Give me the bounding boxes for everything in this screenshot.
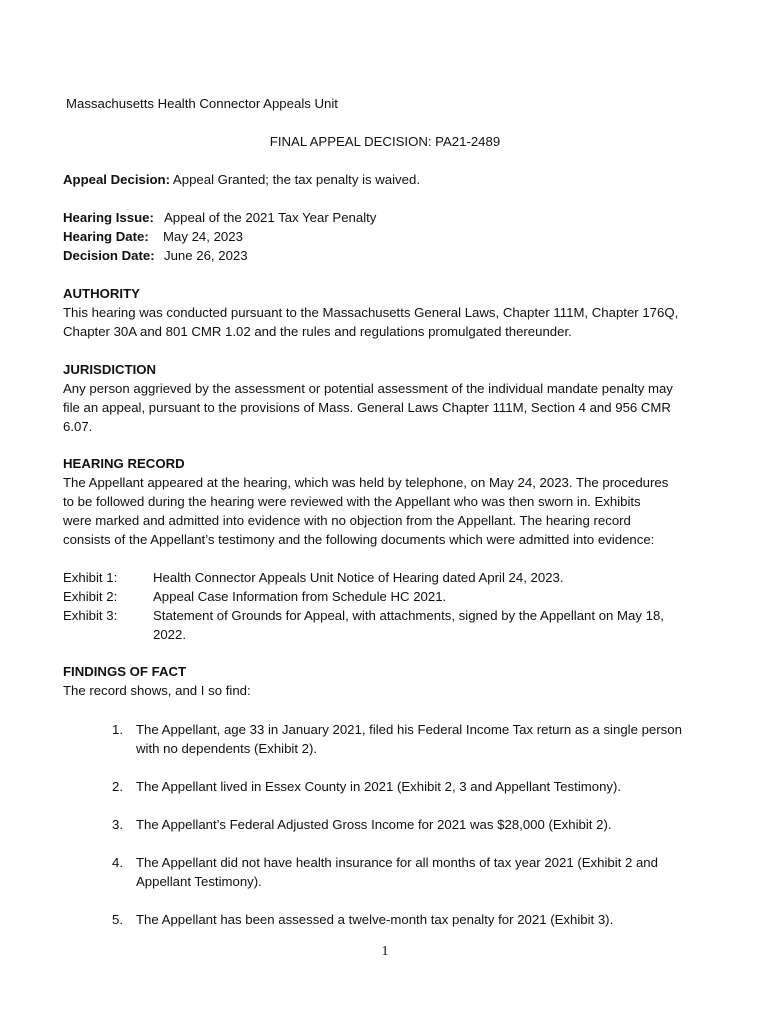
exhibit-label: Exhibit 1: bbox=[63, 570, 118, 585]
list-item-text: The Appellant, age 33 in January 2021, filed his Federal Income Tax return as a single person bbox=[136, 722, 682, 737]
list-item bbox=[112, 777, 712, 796]
authority-section bbox=[63, 284, 713, 341]
organization-name: Massachusetts Health Connector Appeals Unit bbox=[66, 96, 338, 111]
decision-date-label: Decision Date: bbox=[63, 248, 155, 263]
hearing-record-heading: HEARING RECORD bbox=[63, 456, 185, 471]
jurisdiction-line: 6.07. bbox=[63, 419, 93, 434]
list-item-number: 4. bbox=[112, 855, 123, 870]
decision-date-value: June 26, 2023 bbox=[164, 248, 248, 263]
decision-date-row bbox=[63, 246, 713, 265]
list-item bbox=[112, 853, 712, 891]
jurisdiction-heading: JURISDICTION bbox=[63, 362, 157, 377]
authority-heading: AUTHORITY bbox=[63, 286, 140, 301]
list-item-text: The Appellant has been assessed a twelve-month tax penalty for 2021 (Exhibit 3). bbox=[136, 912, 614, 927]
exhibit-item bbox=[63, 587, 713, 606]
hearing-record-line: The Appellant appeared at the hearing, which was held by telephone, on May 24, 2023. The procedures bbox=[63, 475, 669, 490]
hearing-record-section bbox=[63, 454, 713, 549]
list-item bbox=[112, 815, 712, 834]
hearing-record-line: were marked and admitted into evidence with no objection from the Appellant. The hearing record bbox=[63, 513, 631, 528]
list-item-text: The Appellant did not have health insurance for all months of tax year 2021 (Exhibit 2 and bbox=[136, 855, 658, 870]
authority-line: Chapter 30A and 801 CMR 1.02 and the rules and regulations promulgated thereunder. bbox=[63, 324, 572, 339]
list-item bbox=[112, 720, 712, 758]
list-item-text: Appellant Testimony). bbox=[136, 874, 262, 889]
list-item-text: with no dependents (Exhibit 2). bbox=[136, 741, 318, 756]
decision-title: FINAL APPEAL DECISION: PA21-2489 bbox=[269, 134, 501, 149]
appeal-decision bbox=[63, 170, 713, 189]
list-item-text: The Appellant lived in Essex County in 2021 (Exhibit 2, 3 and Appellant Testimony). bbox=[136, 779, 622, 794]
authority-line: This hearing was conducted pursuant to the Massachusetts General Laws, Chapter 111M, Chapter 176Q, bbox=[63, 305, 679, 320]
hearing-issue-label: Hearing Issue: bbox=[63, 210, 154, 225]
exhibit-text: Health Connector Appeals Unit Notice of Hearing dated April 24, 2023. bbox=[153, 570, 564, 585]
exhibit-list bbox=[63, 568, 713, 644]
findings-heading: FINDINGS OF FACT bbox=[63, 664, 187, 679]
hearing-details bbox=[63, 208, 713, 265]
list-item bbox=[112, 910, 712, 929]
appeal-decision-label: Appeal Decision: bbox=[63, 172, 170, 187]
exhibit-label: Exhibit 3: bbox=[63, 608, 118, 623]
jurisdiction-section bbox=[63, 360, 713, 436]
exhibit-text: Appeal Case Information from Schedule HC 2021. bbox=[153, 589, 447, 604]
exhibit-item bbox=[63, 568, 713, 587]
hearing-date-label: Hearing Date: bbox=[63, 229, 149, 244]
jurisdiction-line: file an appeal, pursuant to the provisions of Mass. General Laws Chapter 111M, Section 4 and 956 CMR bbox=[63, 400, 671, 415]
hearing-record-line: consists of the Appellant’s testimony and the following documents which were admitted into evidence: bbox=[63, 532, 655, 547]
page-number: 1 bbox=[381, 944, 389, 959]
list-item-number: 3. bbox=[112, 817, 123, 832]
hearing-date-row bbox=[63, 227, 713, 246]
exhibit-text: 2022. bbox=[153, 627, 187, 642]
list-item-number: 2. bbox=[112, 779, 123, 794]
findings-intro: The record shows, and I so find: bbox=[63, 683, 251, 698]
exhibit-item bbox=[63, 606, 713, 644]
exhibit-label: Exhibit 2: bbox=[63, 589, 118, 604]
appeal-decision-value: Appeal Granted; the tax penalty is waived. bbox=[170, 172, 420, 187]
hearing-date-value: May 24, 2023 bbox=[163, 229, 243, 244]
list-item-number: 1. bbox=[112, 722, 123, 737]
hearing-issue-row bbox=[63, 208, 713, 227]
hearing-issue-value: Appeal of the 2021 Tax Year Penalty bbox=[164, 210, 377, 225]
exhibit-text: Statement of Grounds for Appeal, with attachments, signed by the Appellant on May 18, bbox=[153, 608, 664, 623]
findings-list bbox=[112, 720, 712, 948]
list-item-number: 5. bbox=[112, 912, 123, 927]
jurisdiction-line: Any person aggrieved by the assessment or potential assessment of the individual mandate penalty may bbox=[63, 381, 673, 396]
list-item-text: The Appellant’s Federal Adjusted Gross Income for 2021 was $28,000 (Exhibit 2). bbox=[136, 817, 612, 832]
findings-section bbox=[63, 662, 713, 700]
hearing-record-line: to be followed during the hearing were reviewed with the Appellant who was then sworn in. Exhibits bbox=[63, 494, 641, 509]
